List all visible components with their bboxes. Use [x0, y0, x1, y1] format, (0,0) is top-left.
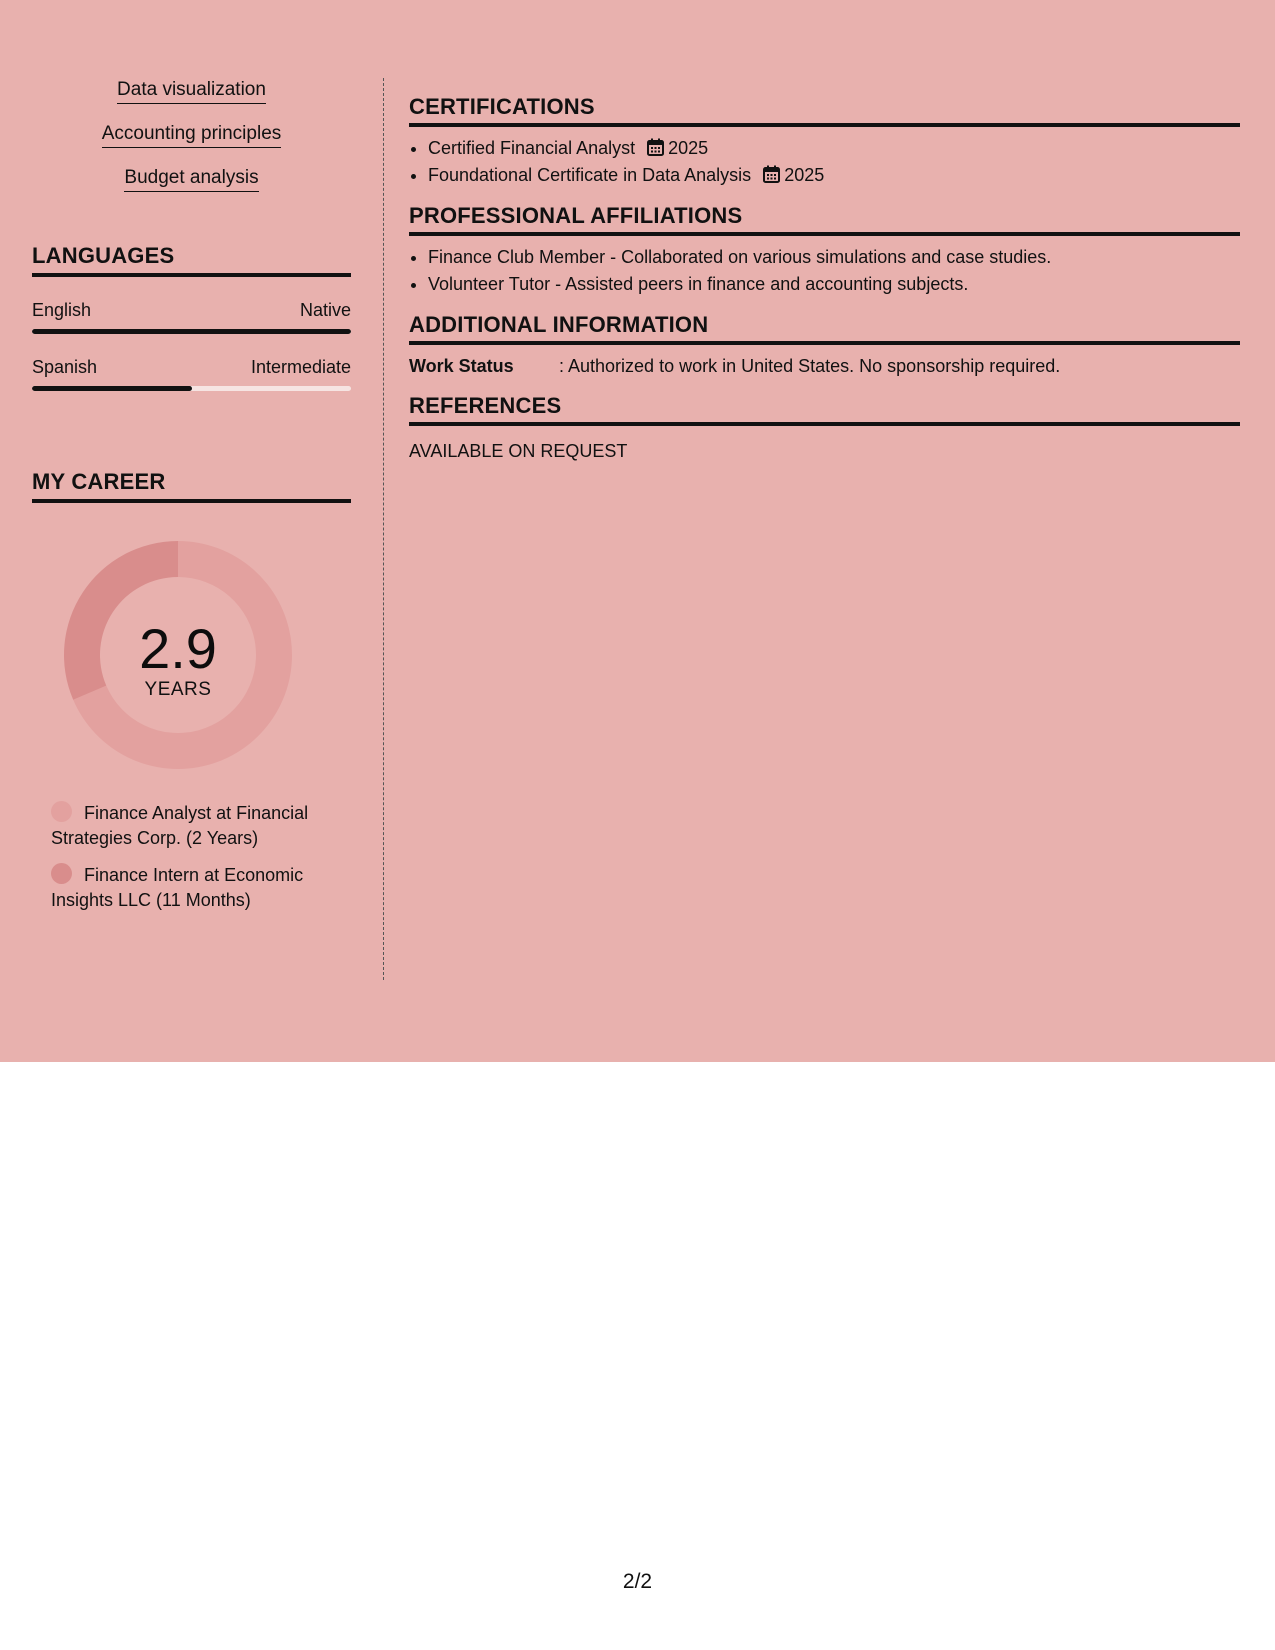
- languages-heading: LANGUAGES: [32, 243, 351, 277]
- career-legend-label: Finance Intern at Economic Insights LLC (11 Months): [51, 865, 304, 910]
- references-section: [409, 393, 1240, 464]
- language-item: [32, 356, 351, 391]
- language-level: Native: [299, 300, 351, 320]
- certifications-heading: CERTIFICATIONS: [409, 94, 1240, 127]
- language-name: Spanish: [32, 357, 98, 377]
- skill-item: Data visualization: [117, 78, 266, 104]
- calendar-icon: [647, 138, 664, 156]
- language-item: [32, 299, 351, 334]
- certification-item: [428, 135, 1240, 162]
- language-proficiency-fill: [32, 329, 351, 334]
- work-status-row: [409, 353, 1240, 379]
- career-legend-label: Finance Analyst at Financial Strategies Corp. (2 Years): [51, 803, 309, 848]
- references-heading: REFERENCES: [409, 393, 1240, 426]
- career-total-years: 2.9: [139, 617, 217, 680]
- additional-info-section: [409, 312, 1240, 379]
- calendar-icon: [763, 165, 780, 183]
- references-text: AVAILABLE ON REQUEST: [409, 441, 628, 461]
- career-total-unit: YEARS: [144, 679, 212, 700]
- legend-dot-icon: [51, 801, 72, 822]
- language-proficiency-bar: [32, 329, 351, 334]
- career-heading: MY CAREER: [32, 469, 351, 503]
- additional-info-heading: ADDITIONAL INFORMATION: [409, 312, 1240, 345]
- column-divider: [383, 78, 384, 980]
- career-legend-item: [51, 801, 341, 851]
- language-name: English: [32, 300, 92, 320]
- certifications-section: [409, 94, 1240, 189]
- certification-item: [428, 162, 1240, 189]
- skills-list: [32, 78, 351, 210]
- career-legend: [51, 801, 341, 913]
- legend-dot-icon: [51, 863, 72, 884]
- left-column: [32, 78, 351, 925]
- affiliation-item: • Volunteer Tutor - Assisted peers in finance and accounting subjects.: [428, 271, 1240, 298]
- language-proficiency-fill: [32, 386, 192, 391]
- skill-item: Accounting principles: [102, 122, 282, 148]
- career-legend-item: [51, 863, 341, 913]
- certification-name: Foundational Certificate in Data Analysis: [428, 165, 752, 185]
- affiliations-section: [409, 203, 1240, 298]
- work-status-value: : Authorized to work in United States. No sponsorship required.: [559, 356, 1061, 376]
- work-status-label: Work Status: [409, 356, 514, 376]
- language-proficiency-bar: [32, 386, 351, 391]
- language-level: Intermediate: [250, 357, 351, 377]
- certification-name: Certified Financial Analyst: [428, 138, 636, 158]
- skill-item: Budget analysis: [124, 166, 258, 192]
- page-number: 2/2: [622, 1570, 653, 1593]
- career-donut-chart: [64, 541, 292, 769]
- affiliations-heading: PROFESSIONAL AFFILIATIONS: [409, 203, 1240, 236]
- certification-year: 2025: [668, 138, 709, 158]
- right-column: [409, 94, 1240, 464]
- certification-year: 2025: [784, 165, 825, 185]
- affiliation-item: • Finance Club Member - Collaborated on various simulations and case studies.: [428, 244, 1240, 271]
